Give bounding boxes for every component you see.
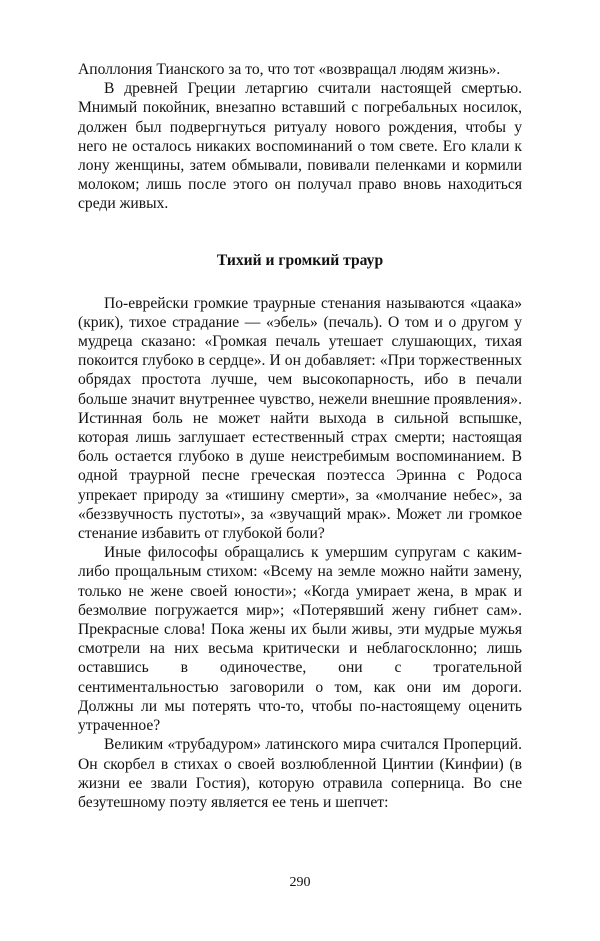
page-body (78, 60, 522, 812)
paragraph-propertius: Великим «трубадуром» латинского мира считался Проперций. Он скорбел в стихах о своей возлюбленной Цинтии (Кинфии) (в жизни ее звали Гостия), которую отравила соперница. Во сне безутешному поэту является ее тень и шепчет: (78, 736, 522, 811)
section-title: Тихий и громкий траур (216, 251, 384, 269)
paragraph-loud-quiet-mourning: По-еврейски громкие траурные стенания называются «цаака» (крик), тихое страдание — «эбель» (печаль). О том и о другом у мудреца сказано: «Громкая печаль утешает слушающих, тихая покоится глубоко в сердце». И он добавляет: «При торжественных обрядах простота лучше, чем высокопарность, ибо в печали больше значит внутреннее чувство, нежели внешние проявления». Истинная боль не может найти выхода в сильной вспышке, которая лишь заглушает естественный страх смерти; настоящая боль остается глубоко в душе неистребимым воспоминанием. В одной траурной песне греческая поэтесса Эринна с Родоса упрекает природу за «тишину смерти», за «молчание небес», за «беззвучность пустоты», за «звучащий мрак». Может ли громкое стенание избавить от глубокой боли? (78, 294, 522, 543)
paragraph-greece-lethargy: В древней Греции летаргию считали настоящей смертью. Мнимый покойник, внезапно вставший с погребальных носилок, должен был подвергнуться ритуалу нового рождения, чтобы у него не осталось никаких воспоминаний о том свете. Его клали к лону женщины, затем обмывали, повивали пеленками и кормили молоком; лишь после этого он получал право вновь находиться среди живых. (78, 80, 522, 213)
page-number: 290 (289, 875, 311, 890)
paragraph-philosophers: Иные философы обращались к умершим супругам с каким-либо прощальным стихом: «Всему на земле можно найти замену, только не жене своей юности»; «Когда умирает жена, в мрак и безмолвие погружается мир»; «Потерявший жену гибнет сам». Прекрасные слова! Пока жены их были живы, эти мудрые мужья смотрели на них весьма критически и неблагосклонно; лишь оставшись в одиночестве, они с трогательной сентиментальностью заговорили о том, как они им дороги. Должны ли мы потерять что-то, чтобы по-настоящему оценить утраченное? (78, 544, 522, 735)
paragraph-continuation: Аполлония Тианского за то, что тот «возвращал людям жизнь». (78, 61, 501, 78)
